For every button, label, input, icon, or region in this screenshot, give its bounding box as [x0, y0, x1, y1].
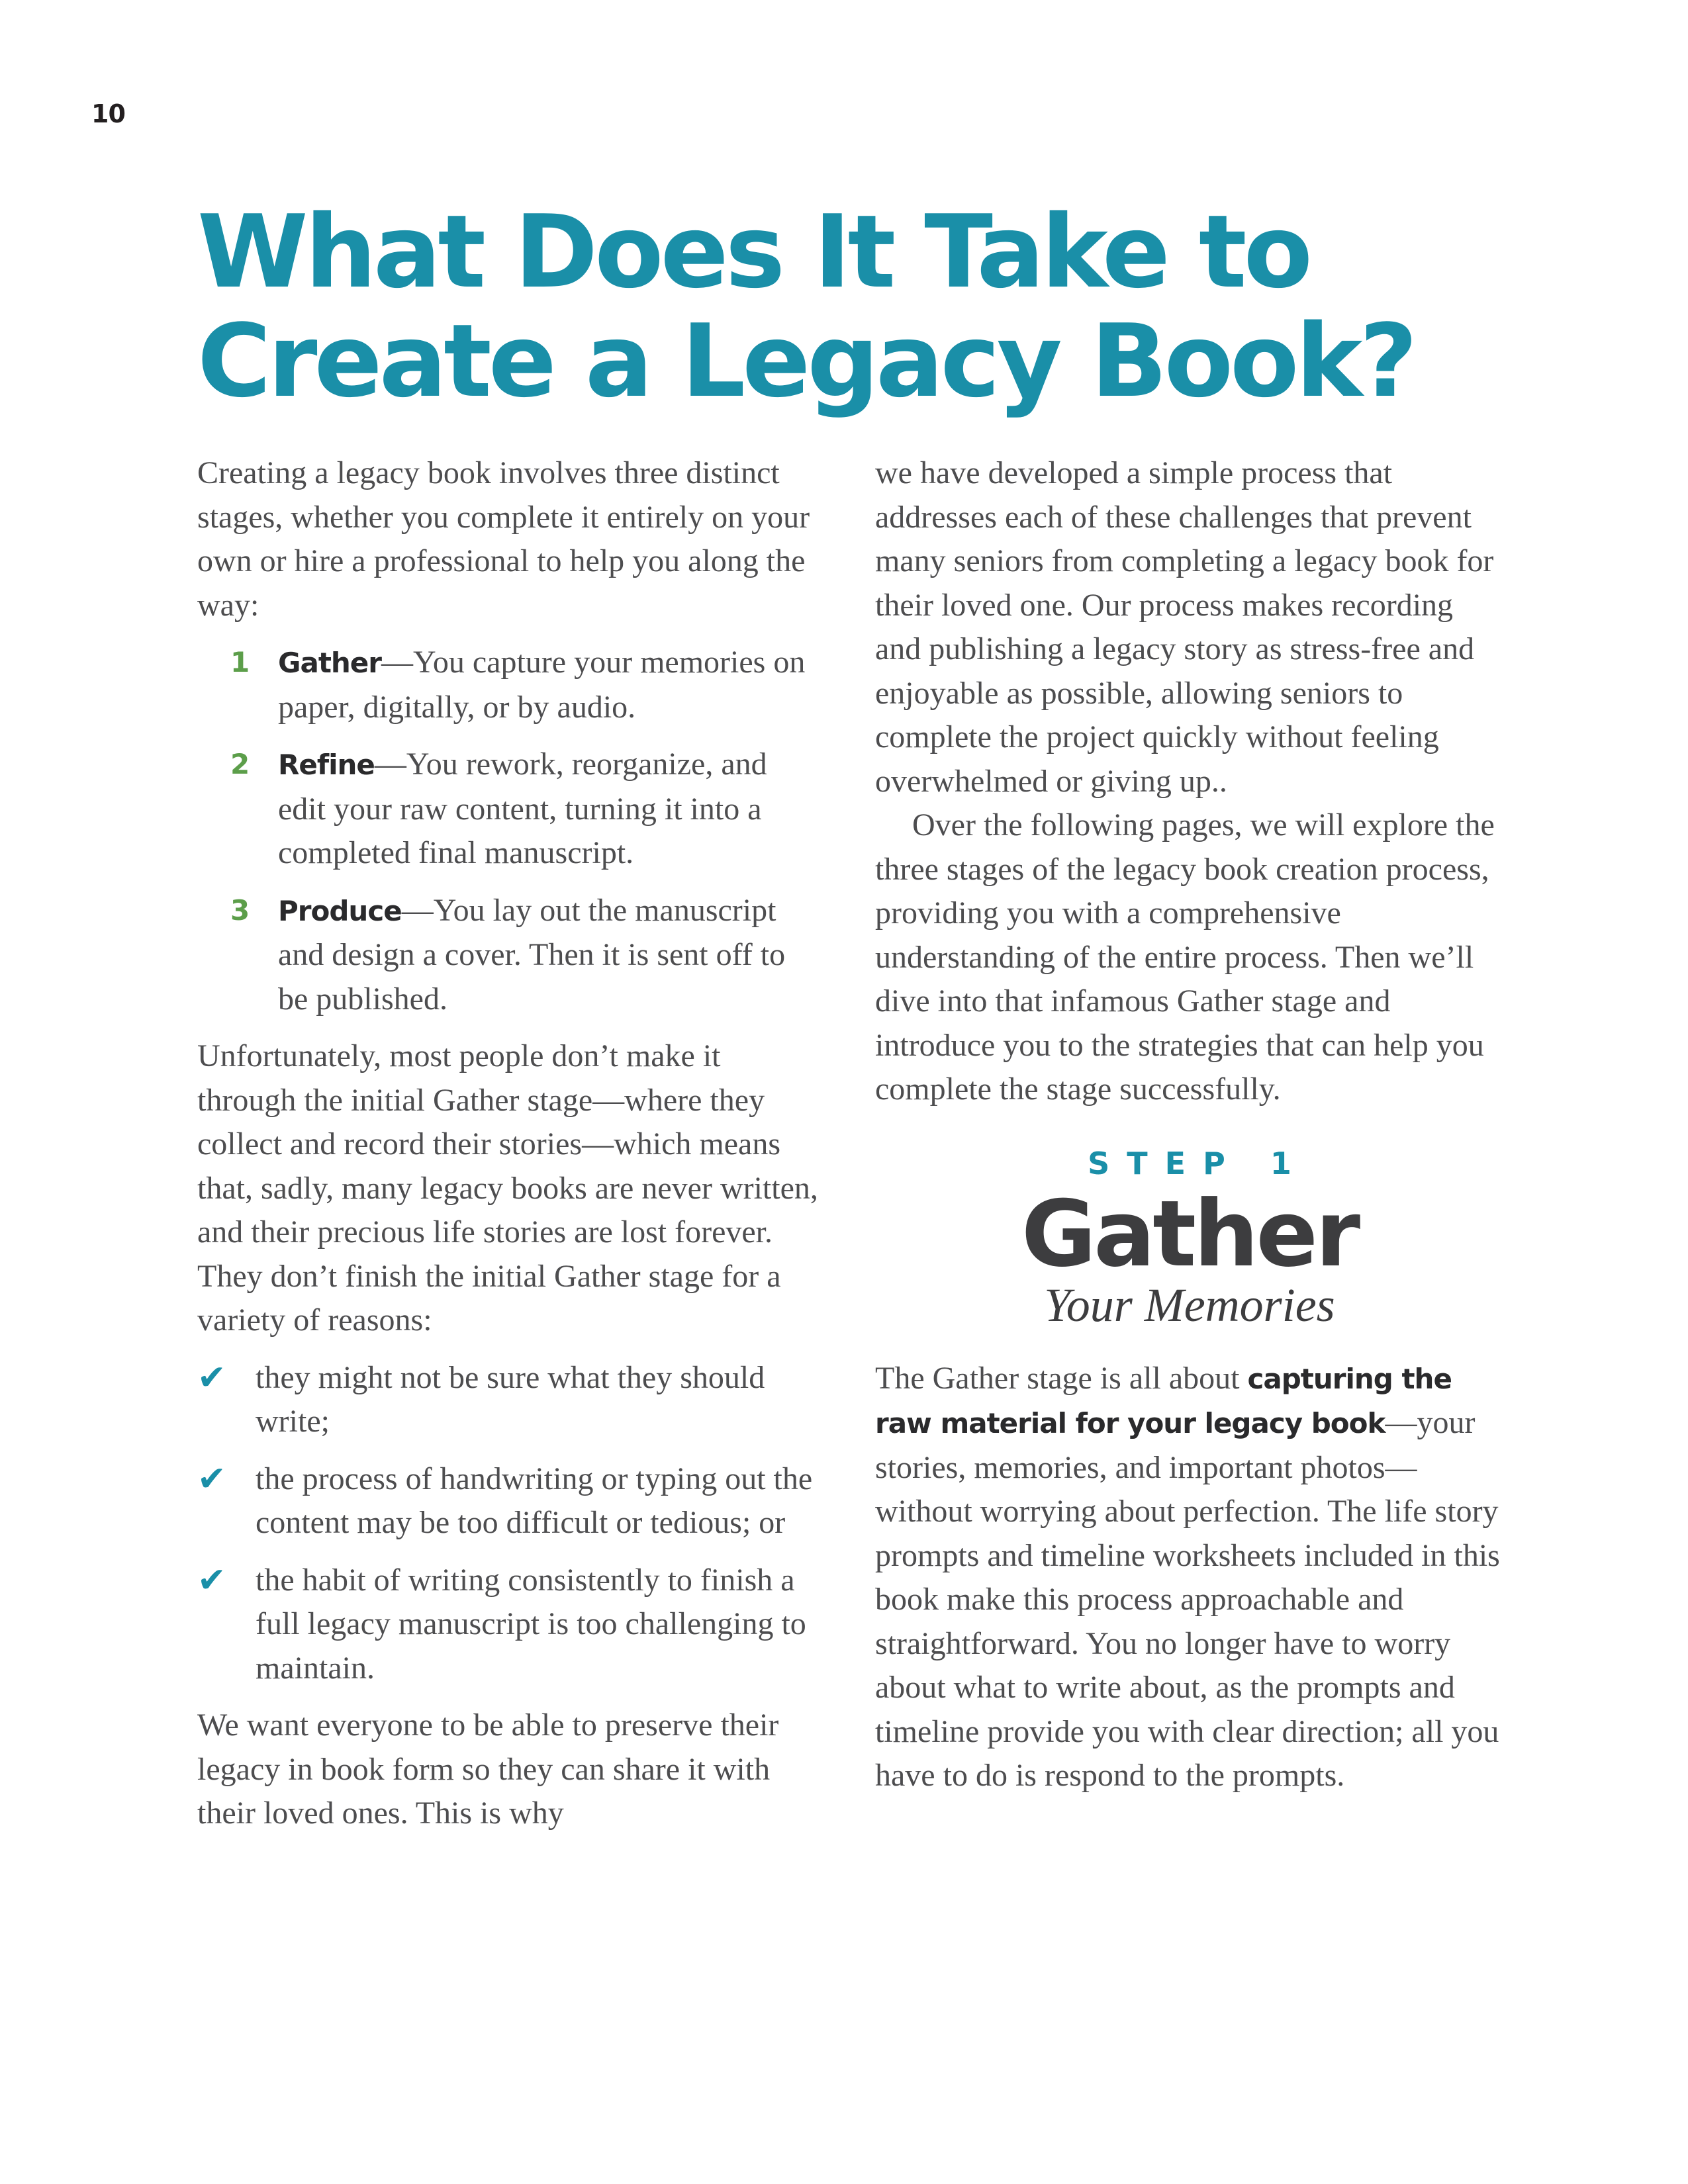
step-subtitle: Your Memories — [1044, 1278, 1335, 1332]
following-paragraph: Over the following pages, we will explore the three stages of the legacy book creation process, providing you with a comprehensive understanding of the entire process. Then we’ll dive into that infamous Gather stage and introduce you to the strategies that can help you complete the stage successfully. — [875, 807, 1495, 1107]
gather-intro-rest: —your stories, memories, and important photos—without worrying about perfection. The life story prompts and timeline worksheets included in this book make this process approachable and straightforward. You no longer have to worry about what to write about, as the prompts and timeline provide you with clear direction; all you have to do is respond to the prompts. — [875, 1405, 1500, 1793]
page-number: 10 — [91, 99, 125, 128]
page-title-line-2: Create a Legacy Book? — [197, 302, 1415, 420]
step-heading — [875, 1144, 1504, 1330]
stage-term: Refine — [278, 749, 375, 781]
right-column — [875, 451, 1504, 1798]
stage-term: Gather — [278, 647, 381, 679]
page-title — [197, 193, 1521, 420]
step-title: Gather — [1021, 1180, 1358, 1287]
stage-item-gather — [197, 641, 820, 729]
reasons-list — [197, 1356, 820, 1691]
reason-text: the process of handwriting or typing out the content may be too difficult or tedious; or — [256, 1461, 813, 1540]
stage-term: Produce — [278, 894, 402, 927]
stage-description: —You lay out the manuscript and design a cover. Then it is sent off to be published. — [278, 892, 786, 1017]
stage-number: 2 — [230, 748, 250, 780]
stage-item-produce — [197, 889, 820, 1022]
reason-text: the habit of writing consistently to finish a full legacy manuscript is too challenging to maintain. — [256, 1562, 806, 1686]
stage-number: 1 — [230, 646, 250, 678]
stage-description: —You capture your memories on paper, digitally, or by audio. — [278, 645, 806, 725]
page-title-line-1: What Does It Take to — [197, 193, 1309, 310]
stages-list — [197, 641, 820, 1021]
reason-item — [197, 1356, 820, 1444]
stage-item-refine — [197, 743, 820, 876]
checkmark-icon: ✔ — [197, 1357, 226, 1398]
closing-paragraph: We want everyone to be able to preserve their legacy in book form so they can share it with their loved ones. This is why — [197, 1707, 779, 1831]
intro-paragraph: Creating a legacy book involves three distinct stages, whether you complete it entirely on your own or hire a professional to help you along the way: — [197, 455, 810, 623]
reason-item — [197, 1457, 820, 1545]
stage-number: 3 — [230, 893, 250, 927]
step-label: STEP 1 — [1088, 1145, 1309, 1181]
stage-description: —You rework, reorganize, and edit your raw content, turning it into a completed final manuscript. — [278, 747, 767, 870]
left-column — [197, 451, 820, 1836]
checkmark-icon: ✔ — [197, 1459, 226, 1499]
gather-intro-prefix: The Gather stage is all about — [875, 1360, 1248, 1396]
checkmark-icon: ✔ — [197, 1560, 226, 1600]
unfortunately-paragraph: Unfortunately, most people don’t make it through the initial Gather stage—where they collect and record their stories—which means that, sadly, many legacy books are never written, and their precious life stories are lost forever. They don’t finish the initial Gather stage for a variety of reasons: — [197, 1038, 818, 1338]
continuation-paragraph: we have developed a simple process that addresses each of these challenges that prevent many seniors from completing a legacy book for their loved one. Our process makes recording and publishing a legacy story as stress-free and enjoyable as possible, allowing seniors to complete the project quickly without feeling overwhelmed or giving up.. — [875, 455, 1494, 799]
gather-intro-paragraph — [875, 1357, 1504, 1798]
reason-text: they might not be sure what they should write; — [256, 1359, 765, 1439]
reason-item — [197, 1559, 820, 1691]
gather-intro-emphasis: capturing the raw material for your legacy book — [875, 1362, 1452, 1439]
